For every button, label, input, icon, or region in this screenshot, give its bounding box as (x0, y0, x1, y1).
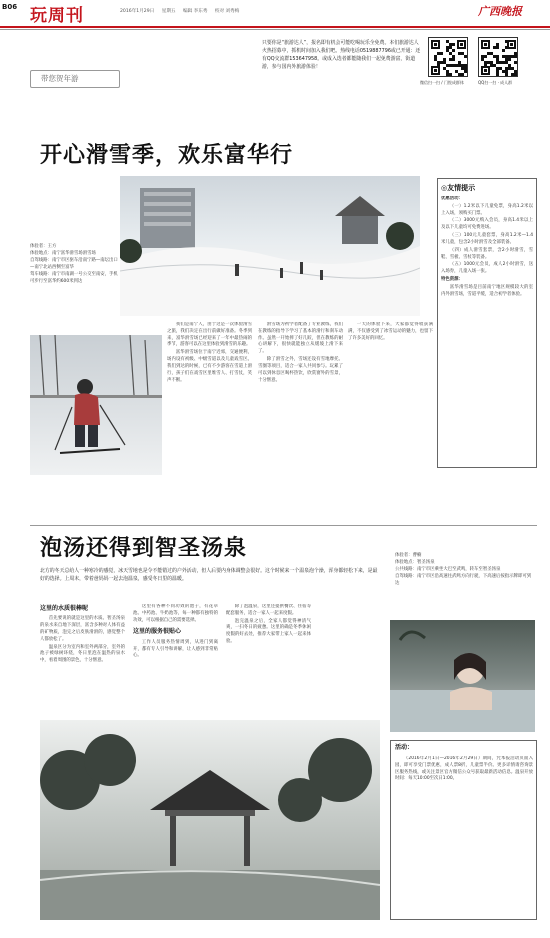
newspaper-logo: 广西晚报 (478, 5, 522, 18)
article1-col3 (348, 322, 433, 522)
article1-headline: 开心滑雪季，欢乐富华行 (40, 142, 294, 168)
tips-item: （二）3000元购入会员，身高1.4米以上及以下儿童均可免费进场。 (441, 218, 533, 231)
header-rule (0, 26, 550, 28)
article2-caption: 体验者：曹楠 体验地点：智圣汤泉 公共线路：南宁市区乘坐大巴至武鸣，转车至智圣汤泉 自驾线路：南宁市区沿高速往武鸣方向行驶，下高速后按指示牌即可到达 (395, 553, 532, 587)
article2-para: 泡完温泉之后，全家人都觉得神清气爽，一扫冬日的疲惫。这里的确是冬季休闲度假的好去处，推荐大家带上家人一起来体验。 (226, 618, 311, 645)
pavilion-illustration (40, 720, 380, 920)
qr-label-wechat: 微信扫一扫 / 门悦成群体 (420, 80, 464, 85)
qr-code-wechat (428, 37, 468, 77)
article2-para: 这里有各种不同功效的池子，有花草池、中药池、牛奶池等，每一种都有独特的功效，可以根据自己的需要选择。 (133, 604, 218, 623)
ski-slope-photo (120, 176, 420, 316)
tips-item: （五）1000元会员，成人2小时滑雪，送入场券，儿童入场一张。 (441, 262, 533, 275)
article2-lead: 北方的冬天总给人一种寒冷的感觉，冰天雪地也是令不能错过的户外活动，但人后要内身体调整会很好。这个时候来一个温泉泡个澡，浑身都轻松下来，是最好的选择。上周末，带着爸妈妈一起去泡温泉，感受冬日里的温暖。 (40, 568, 378, 582)
article2-subhead: 这里的服务很贴心 (133, 628, 182, 636)
qr-code-qq (478, 37, 518, 77)
article1-col1 (167, 322, 252, 522)
skier-child-photo (30, 335, 162, 475)
section-title: 玩周刊 (30, 6, 84, 26)
article2-col2 (133, 604, 218, 714)
pavilion-garden-photo (40, 720, 380, 920)
article2-para: 温泉区分为室内和室外两部分，室外的池子被绿树环绕，冬日里泡在温热的泉水中，看着周围的景色，十分惬意。 (40, 644, 125, 664)
ski-slope-illustration (120, 176, 420, 316)
header-meta (120, 9, 245, 16)
qr-label-qq: QQ扫一扫 · 成人群 (478, 80, 513, 85)
skier-illustration (30, 335, 162, 475)
article1-para: 一天的体验下来，大家都觉得收获满满，不仅感受到了冰雪运动的魅力，也留下了许多美好的回忆。 (348, 322, 433, 341)
tips-item: （四）成人滑雪套票，含2小时滑雪，雪鞋、雪板、雪杖等装备。 (441, 247, 533, 260)
issue-date: 2016年1月29日 (120, 9, 155, 14)
article1-para: 富华滑雪场位于南宁近郊，交通便利，场内设有初级、中级雪道以及儿童戏雪区。我们到达的时候，已有不少游客在雪道上滑行，孩子们在戏雪区里堆雪人、打雪仗，笑声不断。 (167, 350, 252, 383)
article1-col2 (258, 322, 343, 522)
section-divider (30, 525, 537, 526)
promo-text: 只要你是“旅游达人”，报名即有机会可能吃喝玩乐全免费。本们旅游达人火热招募中，抓机时间加入我们吧。热线电话0519887796或已开通：还有QQ交流群153647958。或成入选者都能随我们一起免费游富，街道游，参与国内外旅游体验！ (262, 40, 421, 70)
promo-tag-label: 带您贺年游 (41, 74, 79, 83)
page-number: B06 (2, 3, 18, 11)
tips-item: （一）1.2米以下儿童免票，身高1.2米以上入场，须购买门票。 (441, 203, 533, 216)
article1-para: 除了滑雪之外，雪场还设有雪地摩托、雪圈等项目，适合一家人共同参与。玩累了可以到休息区喝杯热饮，欣赏窗外的雪景，十分惬意。 (258, 357, 343, 383)
article2-col3 (226, 604, 311, 714)
article2-subhead: 这里的水质很棒呢 (40, 605, 89, 612)
tips-item: 优惠活动： (441, 196, 463, 201)
article1-para: 我们是南宁人，由于这是一次体验滑雪之旅，我们决定在出行前做好准备。冬季到来，富华滑雪场已经迎来了一年中最热闹的季节，游客可以在这里体验到滑雪的乐趣。 (167, 322, 252, 348)
editor: 编辑 李东秀 (182, 9, 208, 14)
activity-box-text: （2016年2月1日—2016年2月29日）期间，凭本报活动页面入园，即可享受门票优惠，成人票8折，儿童票半价。更多详情请咨询景区服务热线，或关注景区官方微信公众号获取最新活动信息。温泉开放时间：每天10:00至次日1:00。 (395, 756, 533, 782)
article1-caption: 体验者：王方 体验地点：南宁富华滑雪场滑雪场 自驾线路：南宁市区驱车沿南宁路—南坛出口—南宁北站西侧至富华 驾车线路：南宁市南湖一号公交至南安，手机可步行至富华约600米到达 (30, 244, 118, 285)
tips-box-title: ◎友情提示 (441, 184, 476, 192)
promo-tag (30, 70, 120, 88)
tips-box-body (441, 196, 533, 464)
tips-item: 特色资源： (441, 277, 463, 283)
article2-headline: 泡汤还得到智圣汤泉 (40, 535, 248, 561)
hot-spring-bather-photo (390, 620, 535, 732)
article2-col1 (40, 604, 125, 714)
tips-item: （三）100元儿童套票，身高1.2米—1.4米儿童，包含2小时滑雪及全部装备。 (441, 233, 533, 245)
bather-illustration (390, 620, 535, 732)
activity-box-title: 活动： (395, 744, 414, 751)
article1-para: 滑雪场为初学者配备了专业教练，我们在教练的指导下学习了基本的滑行和刹车动作。虽然一开始摔了好几跤，但在教练的耐心讲解下，很快就能独立从缓坡上滑下来了。 (258, 322, 343, 355)
article2-para: 工作人员服务热情周到，从进门到离开，都有专人引导和讲解，让人感到非常贴心。 (133, 639, 218, 659)
article2-para: 首先要说的就是这里的水质。智圣汤泉的泉水来自地下深层，富含多种对人体有益的矿物质，泡完之后皮肤滑滑的，感觉整个人都放松了。 (40, 616, 125, 642)
activity-box-body (395, 756, 533, 916)
article2-para: 除了泡温泉，这里还提供餐饮、住宿等配套服务，适合一家人一起来度假。 (226, 604, 311, 616)
header-rule-thin (0, 29, 550, 30)
weekday: 星期五 (161, 9, 176, 14)
proofreader: 校对 刘秀梅 (214, 9, 240, 14)
page-header (0, 0, 550, 26)
tips-item: 富华滑雪场是目前南宁地区规模较大的室内外滑雪场，雪道平缓，适合初学者体验。 (441, 284, 533, 297)
